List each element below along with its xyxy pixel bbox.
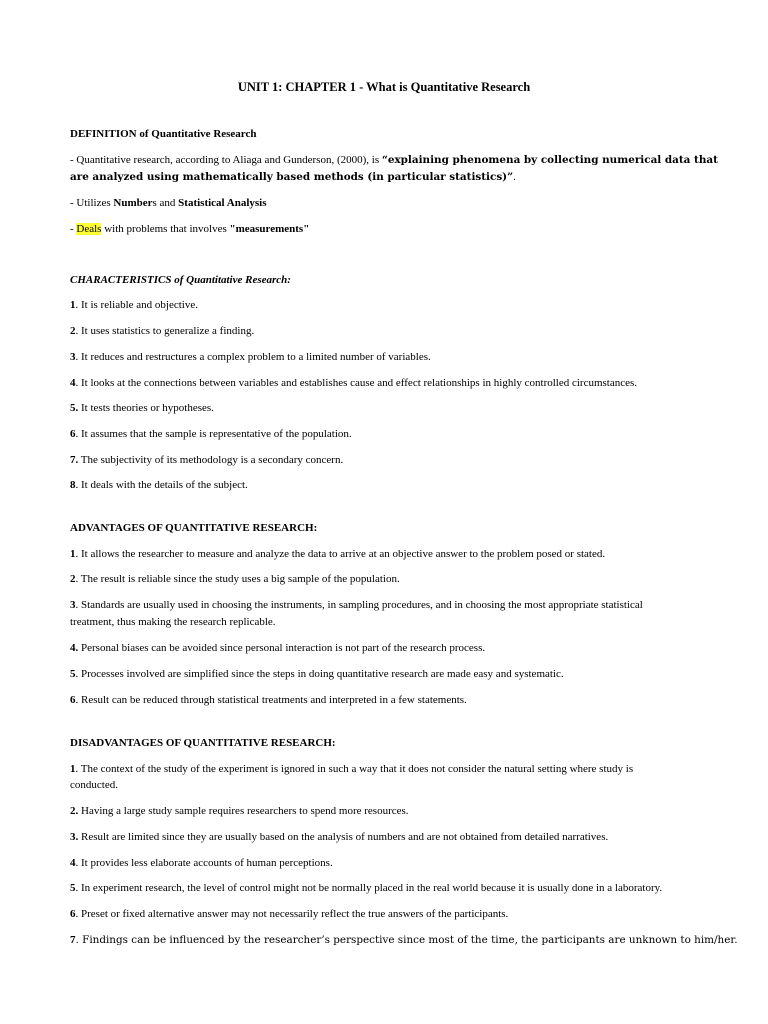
list-item-continuation: treatment, thus making the research replicable. xyxy=(70,616,276,628)
list-item xyxy=(70,829,728,845)
page-title: UNIT 1: CHAPTER 1 - What is Quantitative Research xyxy=(237,80,531,94)
list-item xyxy=(70,452,728,468)
list-item xyxy=(70,761,728,777)
disadvantages-heading: DISADVANTAGES OF QUANTITATIVE RESEARCH: xyxy=(70,737,336,749)
item-text: . It deals with the details of the subject. xyxy=(75,479,248,491)
list-item xyxy=(70,932,738,948)
item-text: . It reduces and restructures a complex problem to a limited number of variables. xyxy=(75,351,431,363)
list-item xyxy=(70,477,728,493)
item-text: . Findings can be influenced by the researcher’s perspective since most of the time, the participants are unknown to him/her. xyxy=(75,934,738,946)
deals-pre: - xyxy=(70,223,77,235)
definition-line-1 xyxy=(70,152,728,168)
item-number: 2 xyxy=(70,325,76,337)
item-number: 4 xyxy=(70,857,76,869)
list-item xyxy=(70,297,728,313)
list-item-continuation: conducted. xyxy=(70,779,118,791)
item-text: It tests theories or hypotheses. xyxy=(78,402,214,414)
definition-heading-rest: of Quantitative Research xyxy=(136,128,257,140)
list-item xyxy=(70,375,728,391)
item-text: . It provides less elaborate accounts of human perceptions. xyxy=(75,857,333,869)
definition-line-2-end: . xyxy=(513,171,516,183)
item-number: 6 xyxy=(70,694,76,706)
item-text: . It looks at the connections between variables and establishes cause and effect relationships in highly controlled circumstances. xyxy=(75,377,638,389)
item-number: 7. xyxy=(70,454,79,466)
definition-heading xyxy=(70,126,728,142)
definition-heading-bold: DEFINITION xyxy=(70,128,137,140)
item-text: . It uses statistics to generalize a finding. xyxy=(75,325,255,337)
item-number: 8 xyxy=(70,479,76,491)
list-item xyxy=(70,571,728,587)
list-item xyxy=(70,640,728,656)
item-text: . The result is reliable since the study uses a big sample of the population. xyxy=(75,573,400,585)
utilizes-s-and: s and xyxy=(152,197,179,209)
deals-line xyxy=(70,221,728,237)
item-number: 4. xyxy=(70,642,79,654)
definition-line-1-pre: - Quantitative research, according to Aliaga and Gunderson, (2000), is xyxy=(70,154,382,166)
item-number: 7 xyxy=(70,934,76,946)
utilizes-pre: - Utilizes xyxy=(70,197,114,209)
list-item xyxy=(70,426,728,442)
list-item xyxy=(70,906,728,922)
item-text: The subjectivity of its methodology is a secondary concern. xyxy=(78,454,344,466)
advantages-heading: ADVANTAGES OF QUANTITATIVE RESEARCH: xyxy=(70,522,318,534)
utilizes-line xyxy=(70,195,728,211)
item-number: 2 xyxy=(70,573,76,585)
item-text: Having a large study sample requires researchers to spend more resources. xyxy=(78,805,409,817)
item-text: . It assumes that the sample is representative of the population. xyxy=(75,428,352,440)
item-number: 6 xyxy=(70,428,76,440)
item-number: 3. xyxy=(70,831,79,843)
item-text: Result are limited since they are usually based on the analysis of numbers and are not obtained from detailed narratives. xyxy=(78,831,609,843)
item-number: 2. xyxy=(70,805,79,817)
item-number: 1 xyxy=(70,548,76,560)
item-text: . Result can be reduced through statistical treatments and interpreted in a few statements. xyxy=(75,694,467,706)
definition-line-2 xyxy=(70,169,728,185)
item-text: . It is reliable and objective. xyxy=(75,299,198,311)
characteristics-heading: CHARACTERISTICS of Quantitative Research: xyxy=(70,274,291,286)
list-item xyxy=(70,349,728,365)
list-item xyxy=(70,323,728,339)
item-number: 1 xyxy=(70,299,76,311)
item-text: . It allows the researcher to measure and analyze the data to arrive at an objective answer to the problem posed or stated. xyxy=(75,548,606,560)
item-text: . The context of the study of the experiment is ignored in such a way that it does not consider the natural setting where study is xyxy=(75,763,634,775)
list-item xyxy=(70,692,728,708)
definition-quote-part-1: “explaining phenomena by collecting numerical data that xyxy=(381,154,718,166)
list-item xyxy=(70,855,728,871)
list-item xyxy=(70,400,728,416)
item-number: 6 xyxy=(70,908,76,920)
item-number: 1 xyxy=(70,763,76,775)
definition-quote-part-2: are analyzed using mathematically based methods (in particular statistics)” xyxy=(70,171,514,183)
list-item xyxy=(70,597,728,613)
item-number: 4 xyxy=(70,377,76,389)
utilizes-stat: Statistical Analysis xyxy=(178,197,267,209)
utilizes-number: Number xyxy=(113,197,153,209)
item-text: . Standards are usually used in choosing the instruments, in sampling procedures, and in choosing the most appropriate statistical xyxy=(75,599,643,611)
item-text: . Processes involved are simplified since the steps in doing quantitative research are made easy and systematic. xyxy=(75,668,564,680)
item-text: . In experiment research, the level of control might not be normally placed in the real world because it is usually done in a laboratory. xyxy=(75,882,663,894)
deals-highlight: Deals xyxy=(76,223,102,235)
item-number: 5 xyxy=(70,882,76,894)
item-number: 5 xyxy=(70,668,76,680)
deals-bold: "measurements" xyxy=(229,223,310,235)
item-number: 3 xyxy=(70,351,76,363)
item-number: 3 xyxy=(70,599,76,611)
item-number: 5. xyxy=(70,402,79,414)
item-text: Personal biases can be avoided since personal interaction is not part of the research process. xyxy=(78,642,486,654)
list-item xyxy=(70,666,728,682)
item-text: . Preset or fixed alternative answer may not necessarily reflect the true answers of the participants. xyxy=(75,908,509,920)
list-item xyxy=(70,880,728,896)
list-item xyxy=(70,546,728,562)
list-item xyxy=(70,803,728,819)
deals-mid: with problems that involves xyxy=(101,223,230,235)
